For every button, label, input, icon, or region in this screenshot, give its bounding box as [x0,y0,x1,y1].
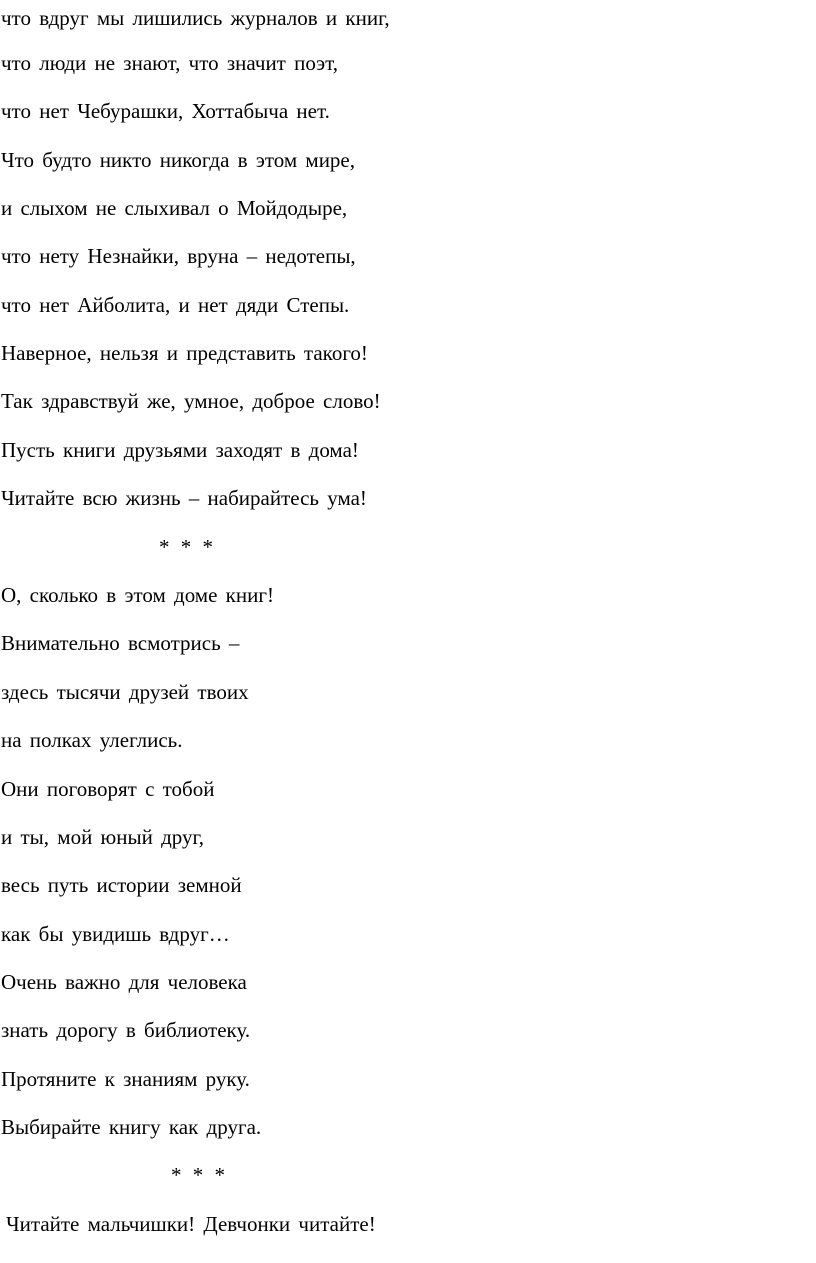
poem-line: Очень важно для человека [1,970,247,994]
poem-line: Выбирайте книгу как друга. [1,1115,262,1139]
poem-line: на полках улеглись. [1,728,183,752]
stanza-separator: * * * [159,535,213,559]
poem-line: и ты, мой юный друг, [1,825,204,849]
poem-line: как бы увидишь вдруг… [1,922,230,946]
poem-line: знать дорогу в библиотеку. [1,1018,251,1042]
poem-line: Пусть книги друзьями заходят в дома! [1,438,359,462]
poem-line: что вдруг мы лишились журналов и книг, [1,6,390,30]
poem-line: Они поговорят с тобой [1,777,215,801]
poem-line: Что будто никто никогда в этом мире, [1,148,355,172]
poem-line: Внимательно всмотрись – [1,631,240,655]
poem-line: весь путь истории земной [1,873,242,897]
poem-line: что нет Айболита, и нет дяди Степы. [1,293,350,317]
poem-line: что нет Чебурашки, Хоттабыча нет. [1,99,330,123]
stanza-separator: * * * [171,1163,225,1187]
poem-line: Протяните к знаниям руку. [1,1067,250,1091]
poem-line: что нету Незнайки, вруна – недотепы, [1,244,356,268]
poem-line: О, сколько в этом доме книг! [1,583,274,607]
poem-line: и слыхом не слыхивал о Мойдодыре, [1,196,348,220]
poem-line: здесь тысячи друзей твоих [1,680,249,704]
poem-line: что люди не знают, что значит поэт, [1,51,338,75]
poem-line: Читайте мальчишки! Девчонки читайте! [6,1212,376,1236]
poem-line: Так здравствуй же, умное, доброе слово! [1,389,381,413]
poem-line: Читайте всю жизнь – набирайтесь ума! [1,486,367,510]
poem-line: Наверное, нельзя и представить такого! [1,341,368,365]
